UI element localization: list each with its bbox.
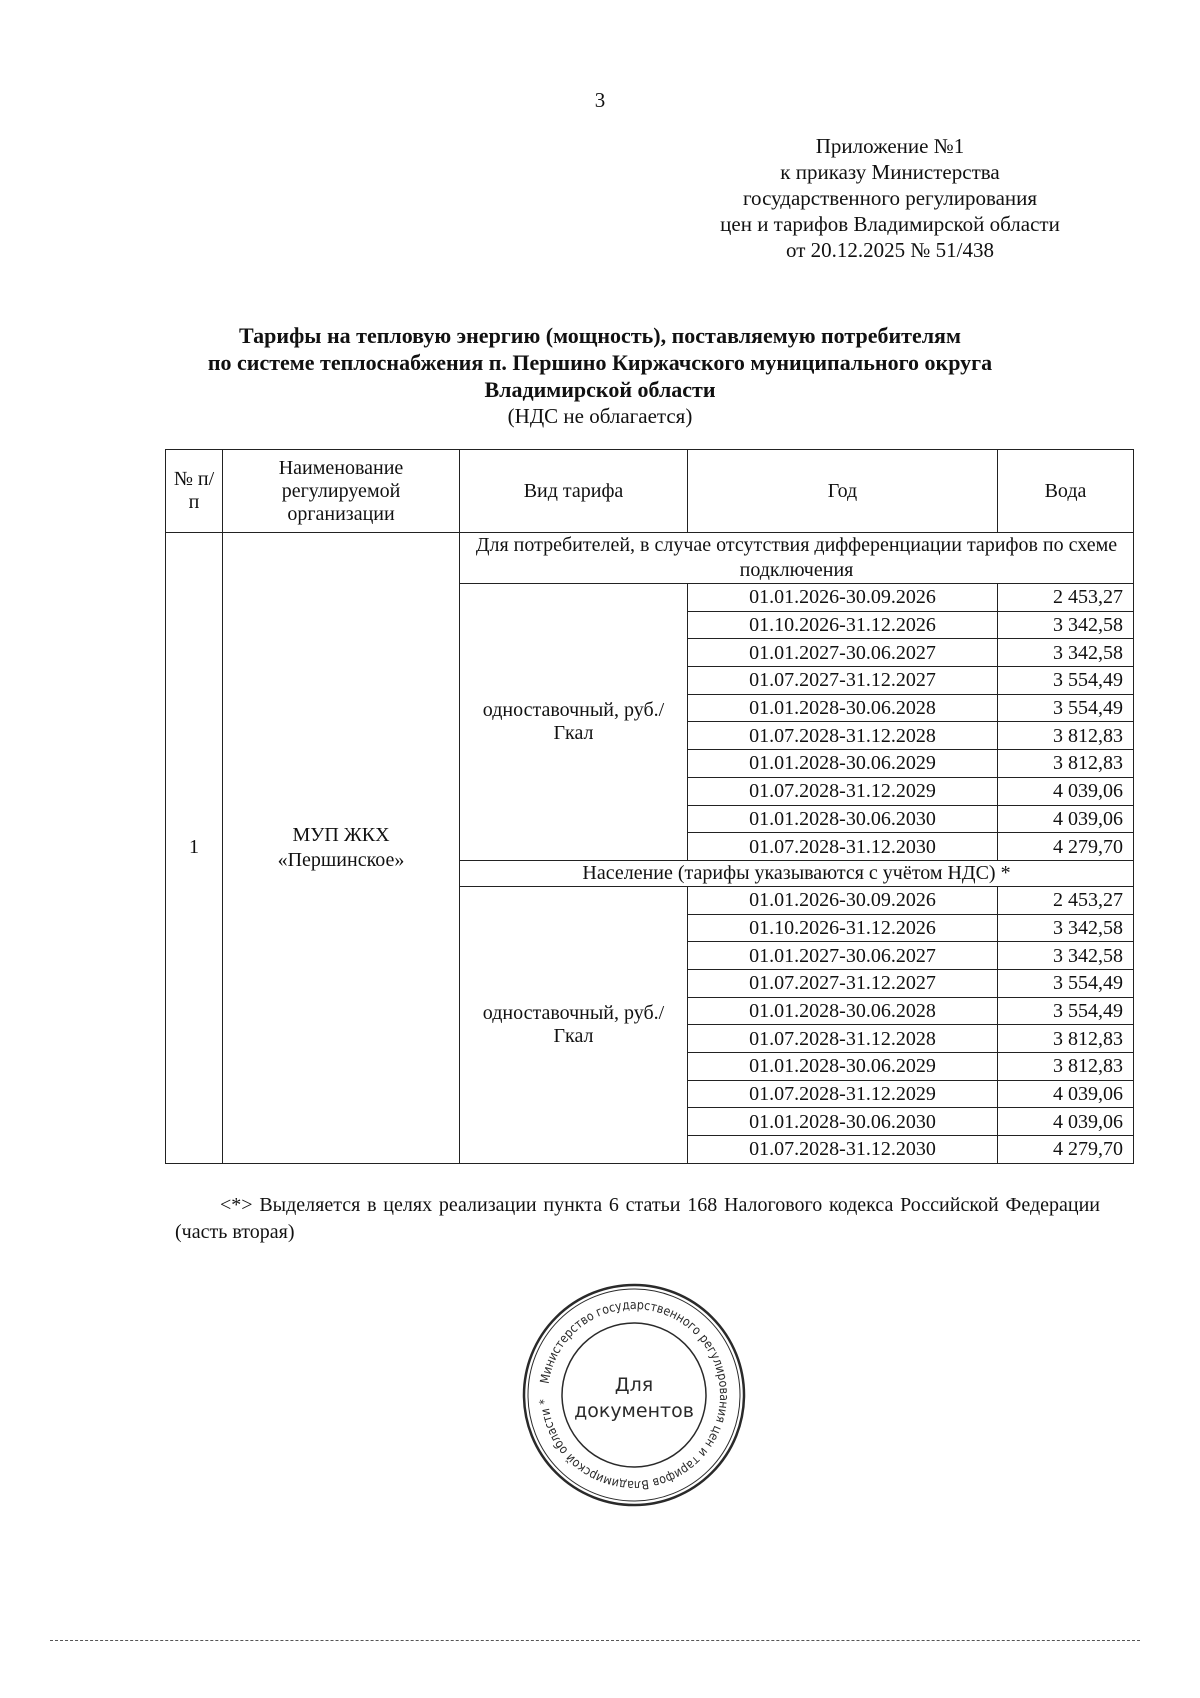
tariff-value-cell: 3 342,58 xyxy=(998,942,1134,970)
tariff-value-cell: 3 554,49 xyxy=(998,969,1134,997)
tariff-value-cell: 4 039,06 xyxy=(998,1080,1134,1108)
header-water: Вода xyxy=(998,450,1134,533)
seal-ring-text-path: Министерство государственного регулирования цен и тарифов Владимирской области * xyxy=(536,1296,733,1494)
appendix-line: к приказу Министерства xyxy=(780,160,1000,184)
appendix-line: от 20.12.2025 № 51/438 xyxy=(785,238,995,262)
appendix-header xyxy=(690,133,1090,263)
footnote: <*> Выделяется в целях реализации пункта 6 статьи 168 Налогового кодекса Российской Федерации (часть вторая) xyxy=(175,1194,1100,1243)
period-cell: 01.07.2028-31.12.2029 xyxy=(688,1080,998,1108)
title-line: Тарифы на тепловую энергию (мощность), поставляемую потребителям xyxy=(239,323,961,348)
header-tariff-kind: Вид тарифа xyxy=(460,450,688,533)
tariff-value-cell: 3 342,58 xyxy=(998,639,1134,667)
period-cell: 01.07.2028-31.12.2030 xyxy=(688,1136,998,1164)
page-number: 3 xyxy=(594,88,606,112)
tariff-value-cell: 4 039,06 xyxy=(998,1108,1134,1136)
period-cell: 01.07.2028-31.12.2029 xyxy=(688,777,998,805)
tariff-value-cell: 2 453,27 xyxy=(998,886,1134,914)
organization-name: МУП ЖКХ «Першинское» xyxy=(223,533,460,1164)
period-cell: 01.07.2027-31.12.2027 xyxy=(688,969,998,997)
period-cell: 01.07.2028-31.12.2030 xyxy=(688,833,998,861)
seal-graphic xyxy=(519,1280,749,1510)
header-number: № п/п xyxy=(166,450,223,533)
tariff-type-cell: одноставочный, руб./Гкал xyxy=(460,584,688,861)
period-cell: 01.01.2028-30.06.2029 xyxy=(688,1053,998,1081)
tariff-table xyxy=(165,449,1134,1164)
title-line: по системе теплоснабжения п. Першино Киржачского муниципального округа xyxy=(207,350,993,375)
tariff-value-cell: 4 279,70 xyxy=(998,1136,1134,1164)
tariff-value-cell: 4 039,06 xyxy=(998,805,1134,833)
period-cell: 01.01.2028-30.06.2028 xyxy=(688,694,998,722)
period-cell: 01.01.2027-30.06.2027 xyxy=(688,942,998,970)
period-cell: 01.07.2028-31.12.2028 xyxy=(688,1025,998,1053)
period-cell: 01.10.2026-31.12.2026 xyxy=(688,914,998,942)
seal-center-line2: документов xyxy=(574,1400,694,1422)
tariff-value-cell: 3 812,83 xyxy=(998,722,1134,750)
appendix-line: Приложение №1 xyxy=(815,134,965,158)
tariff-value-cell: 3 554,49 xyxy=(998,694,1134,722)
tariff-value-cell: 2 453,27 xyxy=(998,584,1134,612)
period-cell: 01.01.2027-30.06.2027 xyxy=(688,639,998,667)
period-cell: 01.01.2028-30.06.2030 xyxy=(688,1108,998,1136)
tariff-value-cell: 3 812,83 xyxy=(998,1053,1134,1081)
official-seal xyxy=(519,1280,749,1510)
title-subtitle: (НДС не облагается) xyxy=(507,404,693,428)
period-cell: 01.10.2026-31.12.2026 xyxy=(688,611,998,639)
tariff-value-cell: 3 554,49 xyxy=(998,997,1134,1025)
period-cell: 01.01.2026-30.09.2026 xyxy=(688,584,998,612)
header-organization: Наименование регулируемой организации xyxy=(223,450,460,533)
period-cell: 01.01.2028-30.06.2028 xyxy=(688,997,998,1025)
tariff-value-cell: 3 342,58 xyxy=(998,611,1134,639)
period-cell: 01.01.2028-30.06.2030 xyxy=(688,805,998,833)
period-cell: 01.07.2027-31.12.2027 xyxy=(688,667,998,695)
period-cell: 01.07.2028-31.12.2028 xyxy=(688,722,998,750)
tariff-value-cell: 3 554,49 xyxy=(998,667,1134,695)
row-number: 1 xyxy=(166,533,223,1164)
title-line: Владимирской области xyxy=(484,377,716,402)
period-cell: 01.01.2028-30.06.2029 xyxy=(688,750,998,778)
header-year: Год xyxy=(688,450,998,533)
period-cell: 01.01.2026-30.09.2026 xyxy=(688,886,998,914)
appendix-line: цен и тарифов Владимирской области xyxy=(720,212,1060,236)
table-header-row xyxy=(166,450,1134,533)
appendix-line: государственного регулирования xyxy=(742,186,1038,210)
group-heading: Для потребителей, в случае отсутствия дифференциации тарифов по схеме подключения xyxy=(460,533,1134,584)
tariff-type-cell: одноставочный, руб./Гкал xyxy=(460,886,688,1163)
tariff-value-cell: 3 812,83 xyxy=(998,750,1134,778)
document-title xyxy=(150,322,1050,430)
group-heading: Население (тарифы указываются с учётом НДС) * xyxy=(460,860,1134,886)
tariff-value-cell: 4 039,06 xyxy=(998,777,1134,805)
seal-center-line1: Для xyxy=(614,1374,654,1396)
group-heading-row xyxy=(166,533,1134,584)
tariff-value-cell: 3 812,83 xyxy=(998,1025,1134,1053)
tariff-value-cell: 3 342,58 xyxy=(998,914,1134,942)
page-bottom-rule xyxy=(50,1640,1140,1641)
tariff-value-cell: 4 279,70 xyxy=(998,833,1134,861)
